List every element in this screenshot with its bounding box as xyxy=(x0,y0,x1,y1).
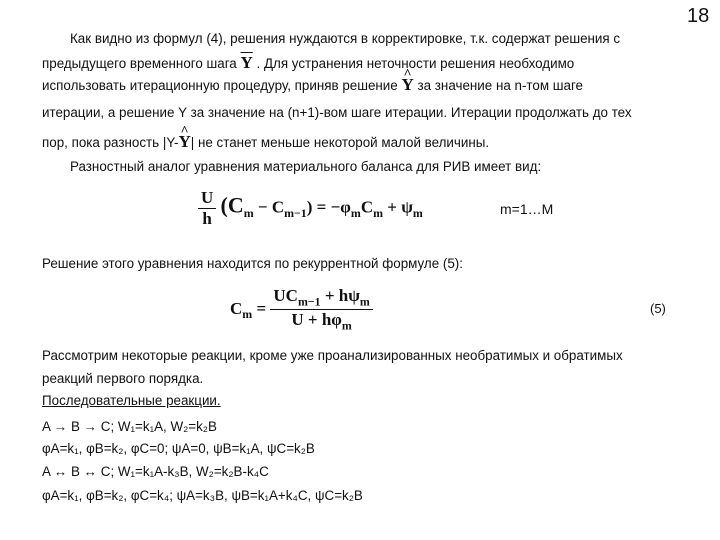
para2: Разностный аналог уравнения материального баланса для РИВ имеет вид: xyxy=(70,159,542,174)
eq2-fraction xyxy=(270,286,372,334)
eq1-phi-sub: m xyxy=(350,205,361,220)
eq1-frac-den: h xyxy=(202,209,212,228)
para4-line1: Рассмотрим некоторые реакции, кроме уже проанализированных необратимых и обратимых xyxy=(42,348,623,363)
eq2-number: (5) xyxy=(650,301,666,316)
para4-line2: реакций первого порядка. xyxy=(42,371,204,386)
eq1-c2: C xyxy=(360,197,374,217)
para1-line2 xyxy=(42,54,574,73)
para3: Решение этого уравнения находится по рекуррентной формуле (5): xyxy=(42,256,463,271)
section-heading: Последовательные реакции. xyxy=(42,393,221,408)
para1-line5 xyxy=(42,133,489,152)
reaction-line-1: A → B → C; W₁=k₁A, W₂=k₂B xyxy=(42,419,217,434)
reaction-line-2: φA=k₁, φB=k₂, φC=0; ψA=0, ψB=k₁A, ψC=k₂B xyxy=(42,441,315,456)
eq1-range: m=1…M xyxy=(500,201,554,217)
page-number: 18 xyxy=(687,5,710,27)
eq2-lhs: C xyxy=(230,298,243,318)
para1-line2-b: . Для устранения неточности решения необходимо xyxy=(256,56,575,71)
eq2-denominator: $U + h\varphi_m$ xyxy=(291,310,352,333)
reaction-line-4: φA=k₁, φB=k₂, φC=k₄; ψA=k₃B, ψB=k₁A+k₄C, ψC=k₂B xyxy=(42,488,363,503)
equation-2 xyxy=(230,286,373,334)
para1-line5-a: пор, пока разность |Y- xyxy=(42,135,179,150)
para1-line4: итерации, а решение Y за значение на (n+1)-вом шаге итерации. Итерации продолжать до тех xyxy=(42,105,632,120)
eq1-psi-sub: m xyxy=(412,205,423,220)
para1-line2-a: предыдущего временного шага xyxy=(42,56,237,71)
eq1-plus: + ψ xyxy=(383,197,413,217)
eq1-close: ) = −φ xyxy=(306,197,351,217)
eq1-frac-num: U xyxy=(198,188,216,209)
eq1-sub-m: m xyxy=(243,205,254,220)
para1-line3-a: использовать итерационную процедуру, приняв решение xyxy=(42,78,398,93)
eq1-body: (C xyxy=(220,192,244,218)
eq1-c2-sub: m xyxy=(373,205,384,220)
reaction-line-3: A ↔ B ↔ C; W₁=k₁A-k₃B, W₂=k₂B-k₄C xyxy=(42,464,269,479)
eq1-minus: − C xyxy=(253,197,285,217)
eq1-fraction xyxy=(198,188,216,229)
para1-line1: Как видно из формул (4), решения нуждаются в корректировке, т.к. содержат решения с xyxy=(70,31,621,46)
eq2-lhs-sub: m xyxy=(242,307,253,322)
y-bar-symbol: $\overline{Y}$ xyxy=(240,53,253,72)
para1-line3-b: за значение на n-том шаге xyxy=(417,78,583,93)
eq2-numerator: $UC_{m-1} + h\psi_m$ xyxy=(270,286,372,310)
y-hat-symbol-2: ^ Y xyxy=(179,132,191,151)
eq1-sub-m-1: m−1 xyxy=(284,205,307,220)
para1-line5-b: | не станет меньше некоторой малой величины. xyxy=(190,135,490,150)
y-hat-symbol: ^ Y xyxy=(401,75,413,94)
para1-line3 xyxy=(42,76,583,95)
equation-1 xyxy=(198,188,423,229)
eq2-equals: = xyxy=(252,298,271,318)
